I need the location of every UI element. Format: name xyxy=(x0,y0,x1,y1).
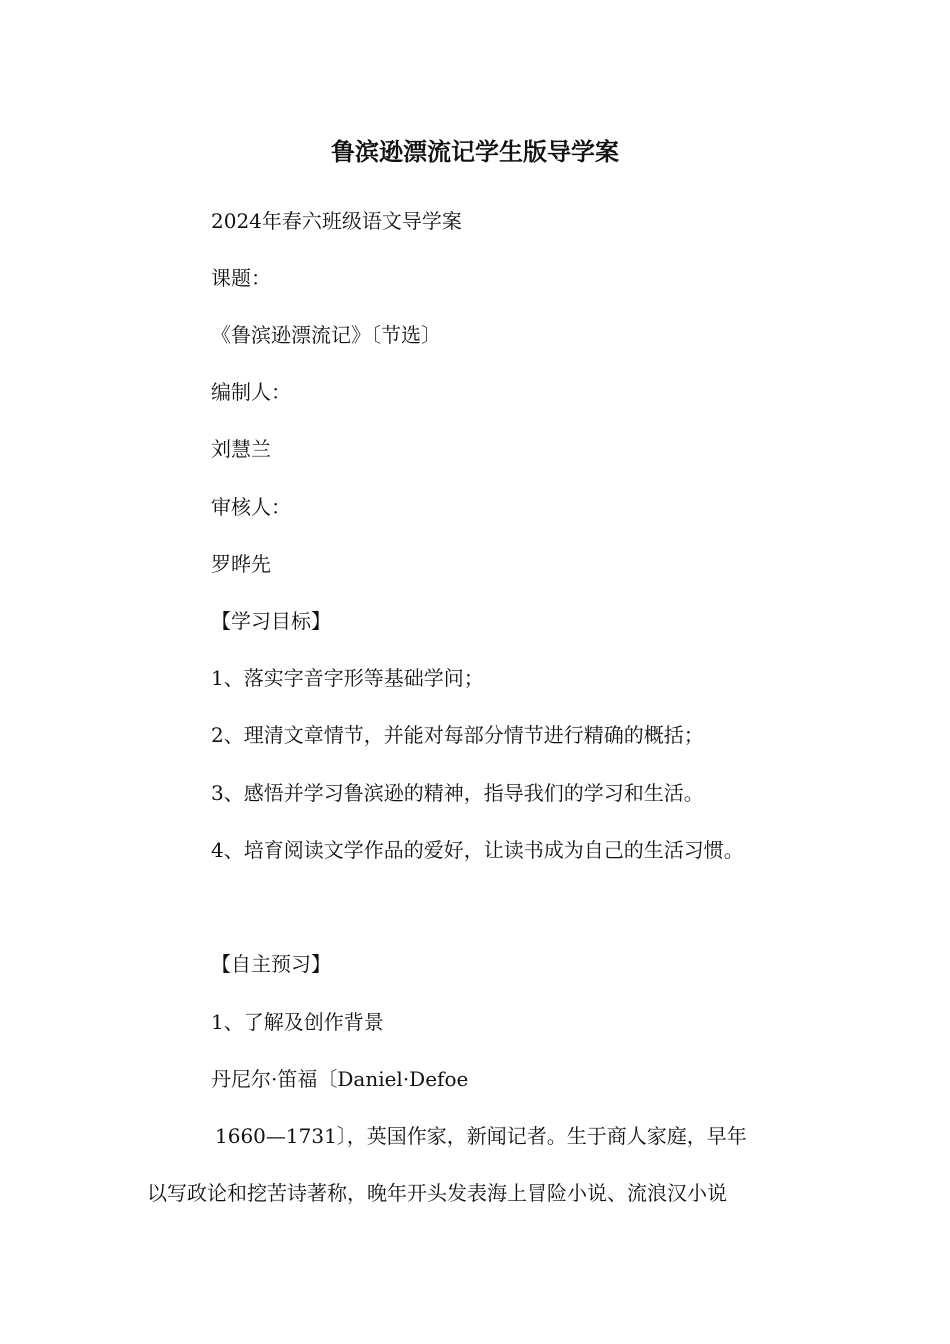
topic-value: 《鲁滨逊漂流记》〔节选〕 xyxy=(211,323,441,347)
document-title: 鲁滨逊漂流记学生版导学案 xyxy=(331,138,619,166)
topic-label: 课题： xyxy=(211,266,271,290)
preview-item: 1、了解及创作背景 xyxy=(211,1010,384,1034)
section-heading-preview: 【自主预习】 xyxy=(211,952,331,976)
reviewer-value: 罗晔先 xyxy=(211,552,271,576)
objective-item: 1、落实字音字形等基础学问； xyxy=(211,666,484,690)
editor-value: 刘慧兰 xyxy=(211,437,271,461)
objective-item: 4、培育阅读文学作品的爱好，让读书成为自己的生活习惯。 xyxy=(211,838,744,862)
paragraph-line: 1660—1731〕，英国作家，新闻记者。生于商人家庭，早年 xyxy=(215,1124,747,1148)
class-info-line: 2024年春六班级语文导学案 xyxy=(211,209,462,233)
reviewer-label: 审核人： xyxy=(211,495,291,519)
paragraph-line: 以写政论和挖苦诗著称，晚年开头发表海上冒险小说、流浪汉小说 xyxy=(147,1181,727,1205)
editor-label: 编制人： xyxy=(211,380,291,404)
section-heading-objectives: 【学习目标】 xyxy=(211,609,331,633)
objective-item: 2、理清文章情节，并能对每部分情节进行精确的概括； xyxy=(211,723,704,747)
paragraph-line: 丹尼尔·笛福〔Daniel·Defoe xyxy=(211,1067,469,1091)
objective-item: 3、感悟并学习鲁滨逊的精神，指导我们的学习和生活。 xyxy=(211,781,704,805)
